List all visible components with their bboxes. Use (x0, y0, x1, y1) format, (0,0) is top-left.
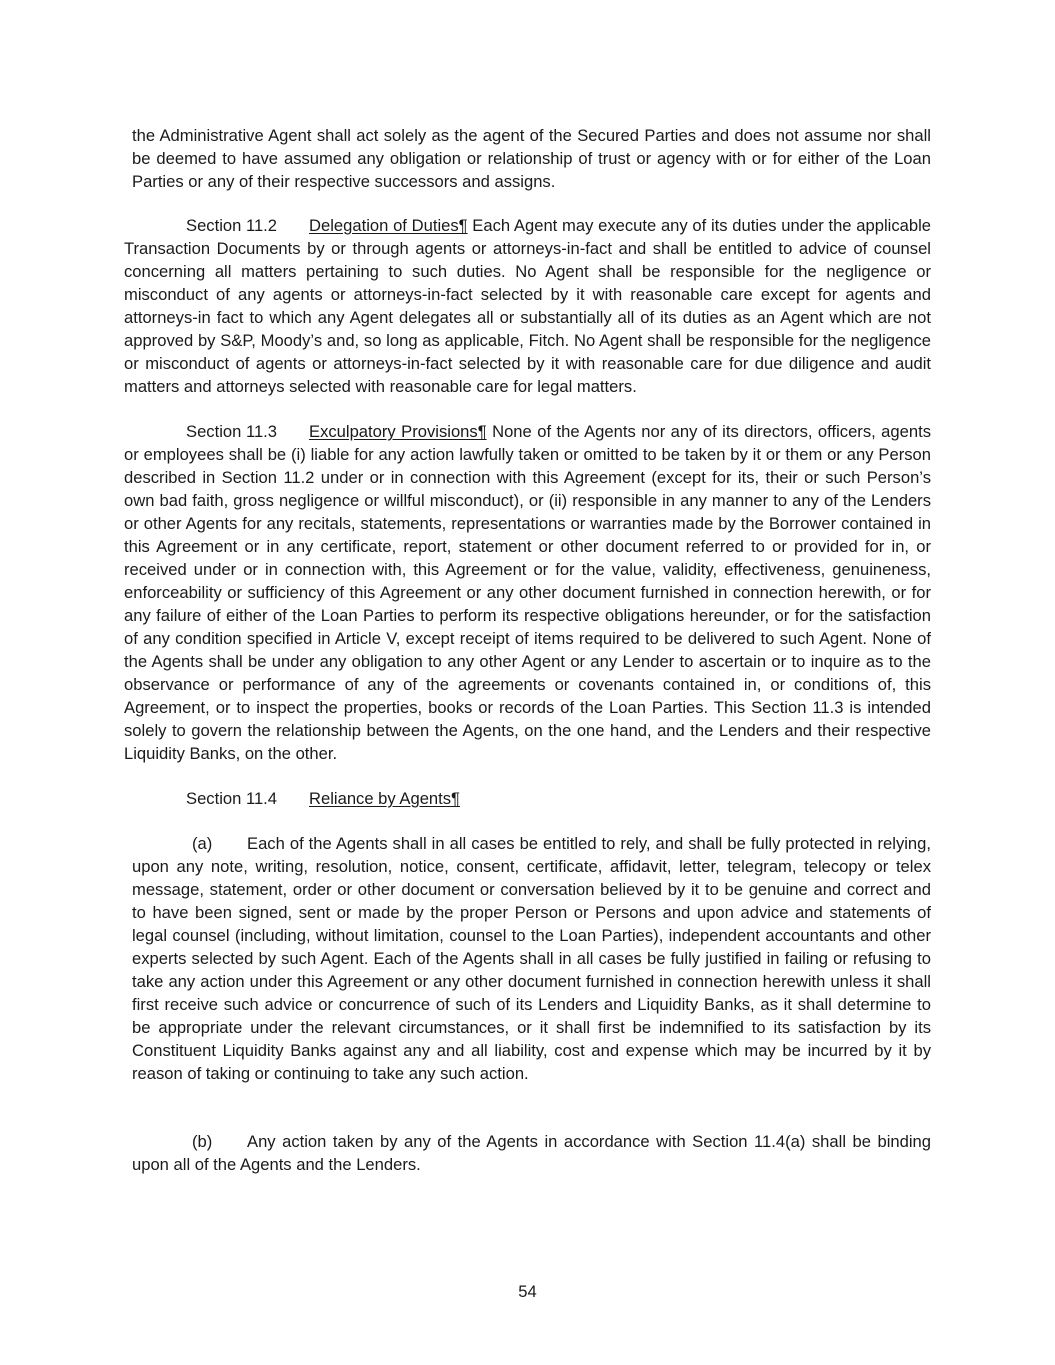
section-body: Each Agent may execute any of its duties under the applicable Transaction Documents by or through agents or attorneys-in-fact and shall be entitled to advice of counsel concerning all matters pertaining to such duties. No Agent shall be responsible for the negligence or misconduct of any agents or attorneys-in-fact selected by it with reasonable care except for agents and attorneys-in fact to which any Agent delegates all or substantially all of its duties as an Agent which are not approved by S&P, Moody’s and, so long as applicable, Fitch. No Agent shall be responsible for the negligence or misconduct of agents or attorneys-in-fact selected by it with reasonable care for due diligence and audit matters and attorneys selected with reasonable care for legal matters. (124, 216, 931, 396)
section-body: None of the Agents nor any of its directors, officers, agents or employees shall be (i) liable for any action lawfully taken or omitted to be taken by it or them or any Person described in Section 11.2 under or in connection with this Agreement (except for its, their or such Person’s own bad faith, gross negligence or willful misconduct), or (ii) responsible in any manner to any of the Lenders or other Agents for any recitals, statements, representations or warranties made by the Borrower contained in this Agreement or in any certificate, report, statement or other document referred to or provided for in, or received under or in connection with, this Agreement or for the value, validity, effectiveness, genuineness, enforceability or sufficiency of this Agreement or any other document furnished in connection herewith, or for any failure of either of the Loan Parties to perform its respective obligations hereunder, or for the satisfaction of any condition specified in Article V, except receipt of items required to be delivered to such Agent. None of the Agents shall be under any obligation to any other Agent or any Lender to ascertain or to inquire as to the observance or performance of any of the agreements or covenants contained in, or conditions of, this Agreement, or to inspect the properties, books or records of the Loan Parties. This Section 11.3 is intended solely to govern the relationship between the Agents, on the one hand, and the Lenders and their respective Liquidity Banks, on the other. (124, 422, 932, 763)
section-11-3-paragraph (124, 420, 931, 765)
section-heading: Reliance by Agents¶ (309, 789, 460, 808)
subsection-body: Each of the Agents shall in all cases be entitled to rely, and shall be fully protected in relying, upon any note, writing, resolution, notice, consent, certificate, affidavit, letter, telegram, telecopy or telex message, statement, order or other document or conversation believed by it to be genuine and correct and to have been signed, sent or made by the proper Person or Persons and upon advice and statements of legal counsel (including, without limitation, counsel to the Loan Parties), independent accountants and other experts selected by such Agent. Each of the Agents shall in all cases be fully justified in failing or refusing to take any action under this Agreement or any other document furnished in connection herewith unless it shall first receive such advice or concurrence of such of its Lenders and Liquidity Banks, as it shall determine to be appropriate under the relevant circumstances, or it shall first be indemnified to its satisfaction by its Constituent Liquidity Banks against any and all liability, cost and expense which may be incurred by it by reason of taking or continuing to take any such action. (132, 834, 931, 1083)
intro-paragraph: the Administrative Agent shall act solely as the agent of the Secured Parties and does not assume nor shall be deemed to have assumed any obligation or relationship of trust or agency with or for either of the Loan Parties or any of their respective successors and assigns. (132, 126, 931, 191)
section-heading: Exculpatory Provisions¶ (309, 422, 487, 441)
section-heading: Delegation of Duties¶ (309, 216, 468, 235)
section-11-4-heading-line (186, 787, 931, 810)
subsection-body: Any action taken by any of the Agents in accordance with Section 11.4(a) shall be binding upon all of the Agents and the Lenders. (132, 1132, 931, 1174)
section-number: Section 11.4 (186, 789, 278, 808)
subsection-label: (b) (192, 1132, 213, 1151)
subsection-b-paragraph (132, 1130, 931, 1176)
section-11-2-paragraph (124, 214, 931, 398)
section-number: Section 11.2 (186, 216, 278, 235)
subsection-label: (a) (192, 834, 213, 853)
section-number: Section 11.3 (186, 422, 278, 441)
subsection-a-paragraph (132, 832, 931, 1085)
page-number: 54 (518, 1282, 537, 1301)
